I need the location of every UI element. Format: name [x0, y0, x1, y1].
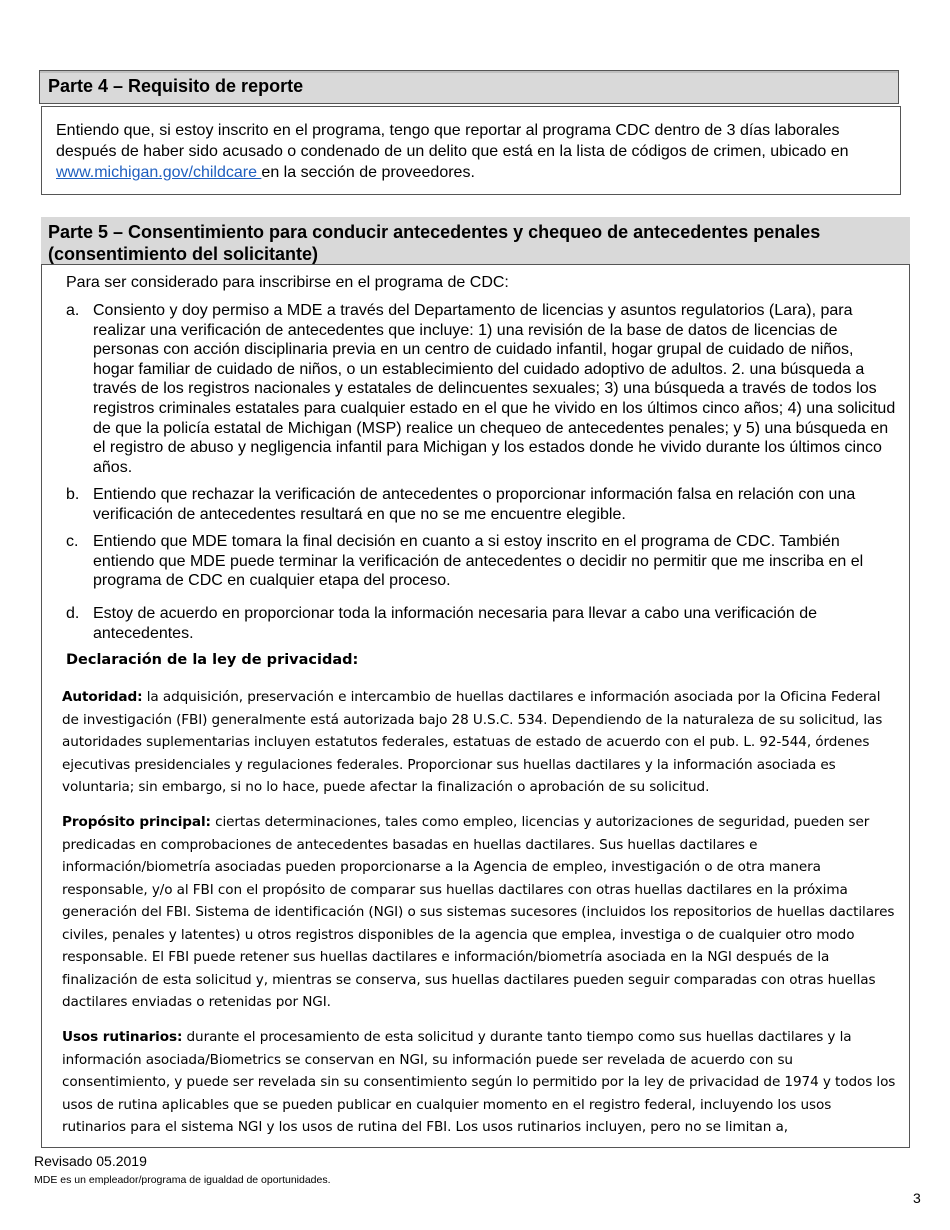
part4-body — [41, 106, 901, 195]
privacy-routine-uses — [62, 1026, 897, 1139]
item-text: Entiendo que rechazar la verificación de antecedentes o proporcionar información falsa en relación con una verificación de antecedentes resultará en que no se me encuentre elegible. — [93, 486, 856, 523]
item-label: c. — [66, 533, 79, 550]
part5-title: Parte 5 – Consentimiento para conducir antecedentes y chequeo de antecedentes penales (consentimiento del solicitante) — [48, 222, 821, 264]
part4-title: Parte 4 – Requisito de reporte — [48, 76, 304, 96]
item-label: d. — [66, 605, 80, 622]
consent-item-a — [66, 301, 896, 477]
consent-item-d — [66, 604, 896, 643]
item-text: Estoy de acuerdo en proporcionar toda la información necesaria para llevar a cabo una verificación de antecedentes. — [93, 605, 817, 642]
privacy-act-title: Declaración de la ley de privacidad: — [66, 652, 359, 668]
consent-item-b — [66, 485, 896, 524]
paragraph-heading: Autoridad: — [62, 689, 143, 705]
privacy-purpose — [62, 811, 897, 1014]
item-label: a. — [66, 302, 80, 319]
consent-item-c — [66, 532, 896, 591]
part5-header — [41, 217, 910, 265]
childcare-link[interactable]: www.michigan.gov/childcare — [56, 164, 262, 181]
privacy-authority — [62, 686, 897, 799]
part4-text: Entiendo que, si estoy inscrito en el programa, tengo que reportar al programa CDC dentro de 3 días laborales después de haber sido acusado o condenado de un delito que está en la lista de códigos de crimen, ubicado en — [56, 122, 849, 160]
item-label: b. — [66, 486, 80, 503]
equal-opportunity-note: MDE es un empleador/programa de igualdad de oportunidades. — [34, 1174, 331, 1186]
part5-intro: Para ser considerado para inscribirse en el programa de CDC: — [66, 274, 509, 291]
paragraph-heading: Usos rutinarios: — [62, 1029, 183, 1045]
item-text: Consiento y doy permiso a MDE a través del Departamento de licencias y asuntos regulatorios (Lara), para realizar una verificación de antecedentes que incluye: 1) una revisión de la base de datos de licencias de personas con acción disciplinaria previa en un centro de cuidado infantil, hogar grupal de cuidado de niños, hogar familiar de cuidado de niños, o un establecimiento del cuidado adoptivo de adultos. 2. una búsqueda a través de los registros nacionales y estatales de delincuentes sexuales; 3) una búsqueda a través de todos los registros criminales estatales para cualquier estado en el que he vivido en los últimos cinco años; 4) una solicitud de que la policía estatal de Michigan (MSP) realice un chequeo de antecedentes penales; y 5) una búsqueda en el registro de abuso y negligencia infantil para Michigan y los estados donde he vivido durante los últimos cinco años. — [93, 302, 896, 476]
paragraph-heading: Propósito principal: — [62, 814, 211, 830]
paragraph-text: ciertas determinaciones, tales como empleo, licencias y autorizaciones de seguridad, pueden ser predicadas en comprobaciones de antecedentes basadas en huellas dactilares. Sus huellas dactilares e información/biometría asociadas pueden proporcionarse a la Agencia de empleo, investigación o de otra manera responsable, y/o al FBI con el propósito de comparar sus huellas dactilares con otras huellas dactilares en la próxima generación del FBI. Sistema de identificación (NGI) o sus sistemas sucesores (incluidos los repositorios de huellas dactilares civiles, penales y latentes) u otros registros disponibles de la agencia que emplea, investiga o de cualquier otro modo responsable. El FBI puede retener sus huellas dactilares e información/biometría asociada en la NGI después de la finalización de esta solicitud y, mientras se conserva, sus huellas dactilares pueden seguir comparadas con otras huellas dactilares enviadas o retenidas por NGI. — [62, 814, 895, 1010]
part4-text-end: en la sección de proveedores. — [261, 164, 475, 181]
item-text: Entiendo que MDE tomara la final decisión en cuanto a si estoy inscrito en el programa de CDC. También entiendo que MDE puede terminar la verificación de antecedentes o decidir no permitir que me inscriba en el programa de CDC en cualquier etapa del proceso. — [93, 533, 864, 590]
part4-header — [39, 70, 899, 104]
paragraph-text: durante el procesamiento de esta solicitud y durante tanto tiempo como sus huellas dactilares y la información asociada/Biometrics se conservan en NGI, su información puede ser revelada de acuerdo con su consentimiento, y puede ser revelada sin su consentimiento según lo permitido por la ley de privacidad de 1974 y todos los usos de rutina aplicables que se pueden publicar en cualquier momento en el registro federal, incluyendo los usos rutinarios para el sistema NGI y los usos de rutina del FBI. Los usos rutinarios incluyen, pero no se limitan a, — [62, 1029, 896, 1135]
page-number: 3 — [913, 1190, 921, 1206]
paragraph-text: la adquisición, preservación e intercambio de huellas dactilares e información asociada por la Oficina Federal de investigación (FBI) generalmente está autorizada bajo 28 U.S.C. 534. Dependiendo de la naturaleza de su solicitud, las autoridades suplementarias incluyen estatutos federales, estatuas de estado de acuerdo con el pub. L. 92-544, órdenes ejecutivas presidenciales y regulaciones federales. Proporcionar sus huellas dactilares y la información asociada es voluntaria; sin embargo, si no lo hace, puede afectar la finalización o aprobación de su solicitud. — [62, 689, 883, 795]
revision-date: Revisado 05.2019 — [34, 1153, 147, 1169]
